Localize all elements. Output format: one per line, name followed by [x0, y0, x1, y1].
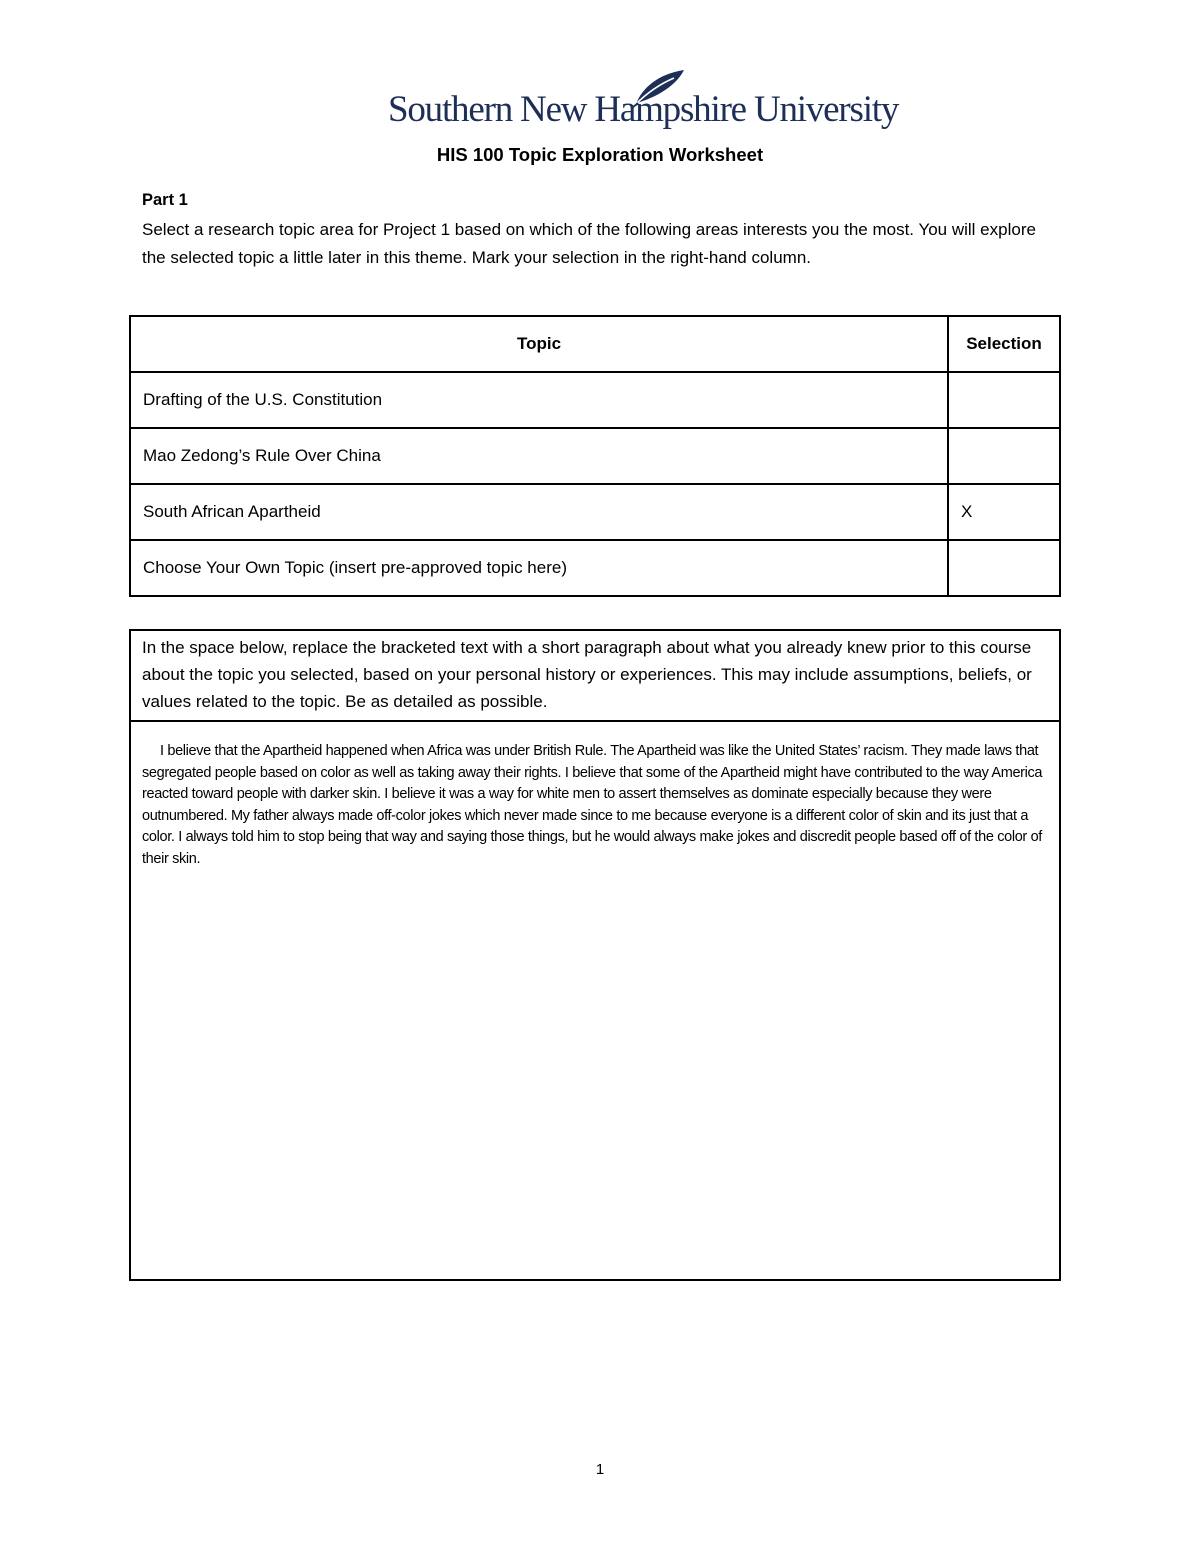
topic-cell: Choose Your Own Topic (insert pre-approved topic here): [130, 540, 948, 596]
part-heading: Part 1: [142, 191, 188, 209]
topic-table: [129, 315, 1061, 597]
page-number: 1: [595, 1461, 605, 1478]
page-title: HIS 100 Topic Exploration Worksheet: [436, 144, 764, 165]
university-logo: [388, 68, 899, 138]
table-row: [130, 372, 1060, 428]
column-header-topic: Topic: [130, 316, 948, 372]
response-answer[interactable]: I believe that the Apartheid happened when Africa was under British Rule. The Apartheid was like the United States’ racism. They made laws that segregated people based on color as well as taking away their rights. I believe that some of the Apartheid might have contributed to the way America reacted toward people with darker skin. I believe it was a way for white men to assert themselves as dominate especially because they were outnumbered. My father always made off-color jokes which never made since to me because everyone is a different color of skin and its just that a color. I always told him to stop being that way and saying those things, but he would always make jokes and discredit people based off of the color of their skin.: [142, 743, 1043, 867]
topic-cell: Drafting of the U.S. Constitution: [130, 372, 948, 428]
response-box: [129, 629, 1061, 1281]
topic-cell: South African Apartheid: [130, 484, 948, 540]
selection-cell[interactable]: X: [948, 484, 1060, 540]
table-header-row: [130, 316, 1060, 372]
table-row: [130, 540, 1060, 596]
table-row: [130, 428, 1060, 484]
column-header-selection: Selection: [948, 316, 1060, 372]
instructions-text: Select a research topic area for Project 1 based on which of the following areas interests you the most. You will explore the selected topic a little later in this theme. Mark your selection in the right-hand column.: [142, 220, 1036, 267]
response-prompt: In the space below, replace the bracketed text with a short paragraph about what you already knew prior to this course about the topic you selected, based on your personal history or experiences. This may include assumptions, beliefs, or values related to the topic. Be as detailed as possible.: [131, 631, 1059, 722]
leaf-icon: [620, 68, 690, 108]
selection-cell[interactable]: [948, 428, 1060, 484]
topic-cell: Mao Zedong’s Rule Over China: [130, 428, 948, 484]
table-row: [130, 484, 1060, 540]
logo-wordmark: Southern New Hampshire University: [388, 89, 899, 130]
selection-cell[interactable]: [948, 372, 1060, 428]
selection-cell[interactable]: [948, 540, 1060, 596]
